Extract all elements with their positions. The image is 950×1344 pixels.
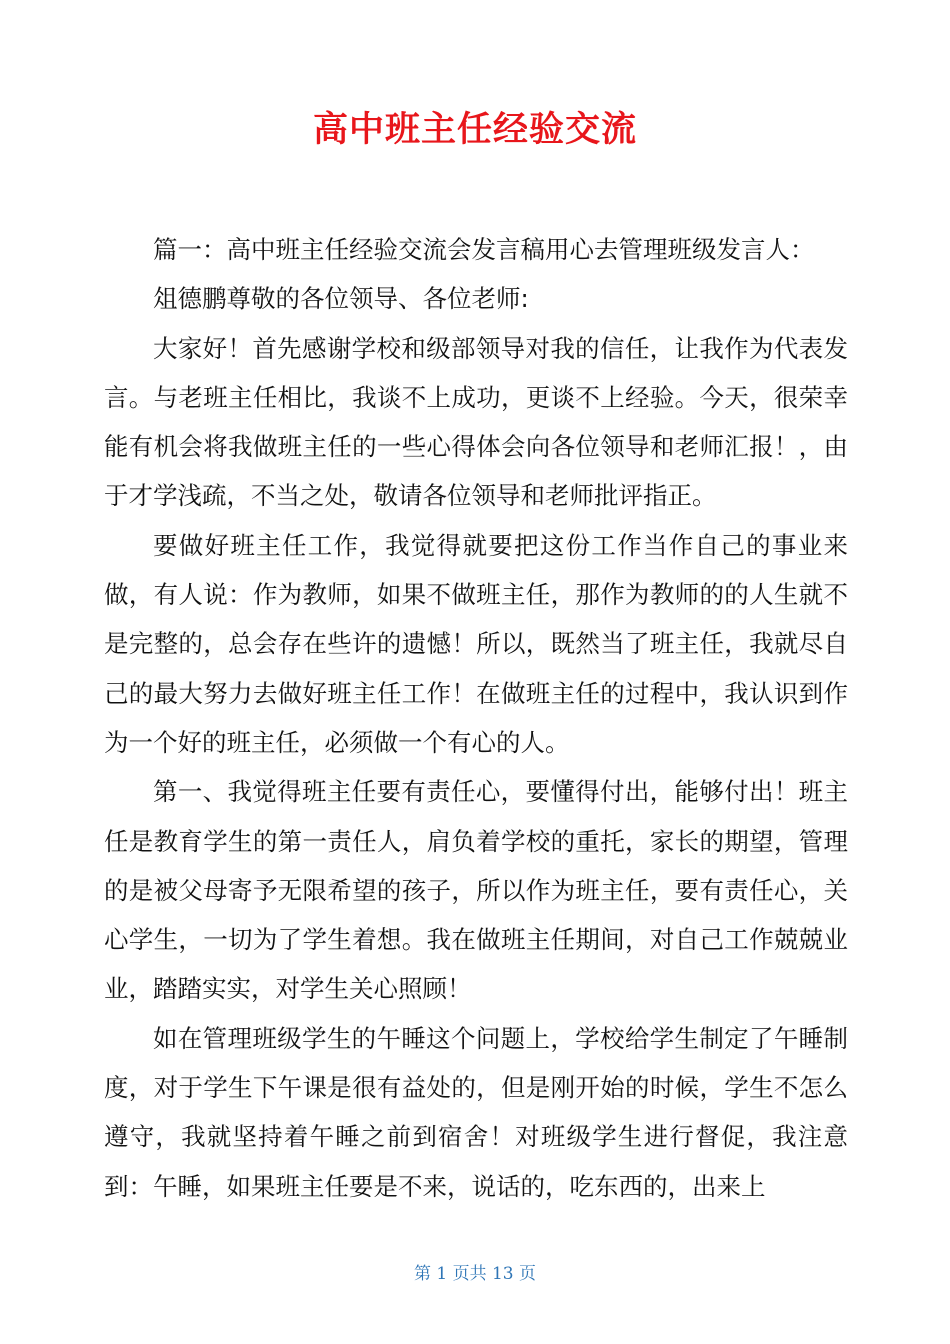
paragraph: 大家好！首先感谢学校和级部领导对我的信任，让我作为代表发言。与老班主任相比，我谈不上成功，更谈不上经验。今天，很荣幸能有机会将我做班主任的一些心得体会向各位领导和老师汇报！，由于才学浅疏，不当之处，敬请各位领导和老师批评指正。: [104, 333, 848, 511]
paragraph: 如在管理班级学生的午睡这个问题上，学校给学生制定了午睡制度，对于学生下午课是很有益处的，但是刚开始的时候，学生不怎么遵守，我就坚持着午睡之前到宿舍！对班级学生进行督促，我注意到：午睡，如果班主任要是不来，说话的，吃东西的，出来上: [104, 1023, 848, 1201]
document-body: [104, 225, 848, 1211]
paragraph: 俎德鹏尊敬的各位领导、各位老师:: [153, 284, 529, 314]
paragraph: 要做好班主任工作，我觉得就要把这份工作当作自己的事业来做，有人说：作为教师，如果不做班主任，那作为教师的的人生就不是完整的，总会存在些许的遗憾！所以，既然当了班主任，我就尽自己的最大努力去做好班主任工作！在做班主任的过程中，我认识到作为一个好的班主任，必须做一个有心的人。: [104, 530, 848, 757]
paragraph: 篇一：高中班主任经验交流会发言稿用心去管理班级发言人：: [153, 235, 815, 264]
page-footer: 第 1 页共 13 页: [413, 1264, 537, 1284]
document-title: 高中班主任经验交流: [312, 110, 637, 150]
paragraph: 第一、我觉得班主任要有责任心，要懂得付出，能够付出！班主任是教育学生的第一责任人，肩负着学校的重托，家长的期望，管理的是被父母寄予无限希望的孩子，所以作为班主任，要有责任心，关心学生，一切为了学生着想。我在做班主任期间，对自己工作兢兢业业，踏踏实实，对学生关心照顾！: [104, 777, 848, 1004]
